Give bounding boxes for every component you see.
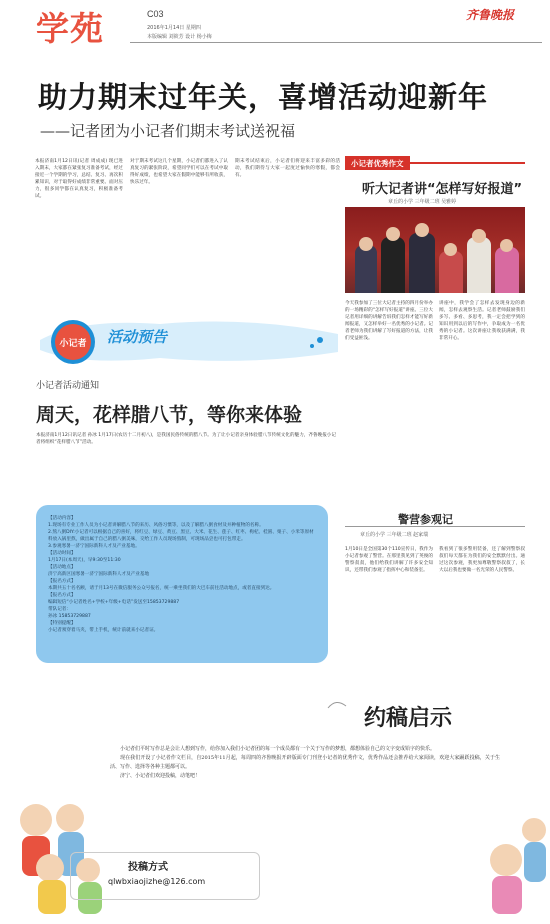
activity-detail-line: 1月17日(本周天)，早9:30至11:30 xyxy=(48,558,121,563)
police-column-2: 我看到了很多警用装备，还了解到警察叔叔们每天都在为我们的安全默默付出。通过这次参观，我更加尊敬警察叔叔了，长大以后我也要做一名光荣的人民警察。 xyxy=(439,547,525,573)
article-column-3: 期末考试结束后，小记者们将迎来丰富多彩的活动，我们期待与大家一起度过愉快的寒假，都会有。 xyxy=(235,159,340,178)
activity-detail-line: 2.熬八粥DIY:小记者可以根据自己的喜好，将红豆、绿豆、黄豆、黑豆、大米、花生、莲子、红枣、枸杞、桂圆、栗子、小米等原材料放入锅里熬，做出属于自己的腊八粥美味，交给工作人员现场熬制，可现场品尝也可打包带走。 xyxy=(48,530,314,542)
activity-banner xyxy=(20,310,338,370)
section-title: 学苑 xyxy=(36,9,104,48)
call-for-submissions-body xyxy=(110,745,500,815)
activity-detail-line: 【特别提醒】 xyxy=(48,621,76,626)
activity-detail-line: 【活动地点】 xyxy=(48,565,76,570)
article-headline: 助力期末过年关，喜增活动迎新年 xyxy=(38,80,489,114)
essay-column-1: 今天我参加了三位大记者主持的四月份举办的一场精彩的“怎样写好报道”讲座。三位大记者用详细的讲解告诉我们怎样才能写好新闻报道，又怎样举好一名优秀的小记者。记者老师为我们讲解了写好报道的方法，让我们受益匪浅。 xyxy=(345,301,433,341)
header-divider xyxy=(130,42,542,43)
essay-section-label: 小记者优秀作文 xyxy=(345,156,410,170)
essay-byline: 章丘的小学 三年级二班 吴雅婷 xyxy=(388,199,457,205)
newspaper-logo: 齐鲁晚报 xyxy=(466,8,515,22)
police-divider xyxy=(345,526,525,527)
activity-detail-line: 本期共五十名名额，请于月13号在微信服务公众号报名，统一乘坐我们的大巴车前往活动地点，或者直接到达。 xyxy=(48,586,275,591)
badge-label: 小记者 xyxy=(59,339,87,349)
essay-title: 听大记者讲“怎样写好报道” xyxy=(362,182,523,197)
article-subheadline: ——记者团为小记者们期末考试送祝福 xyxy=(40,122,296,140)
activity-detail-line: 【活动时间】 xyxy=(48,551,76,556)
activity-intro: 本报济南1月12日讯记者 孙冰 1月17日(农历十二月初八)，是我国民俗传统的腊八节。为了让小记者亲身体验腊八节传统文化的魅力，齐鲁晚报小记者将组织“花样腊八节”活动。 xyxy=(36,433,336,445)
police-essay-title: 警营参观记 xyxy=(398,513,453,526)
essay-column-2: 讲座中，我学会了怎样去发现身边的新闻，怎样去观察生活。记者老师鼓励我们多写、多看、多思考，我一定会把学到的知识用到以后的写作中，争取成为一名优秀的小记者。这次讲座让我收获满满，我非常开心。 xyxy=(439,301,525,341)
issue-date: 2016年1月14日 星期四 xyxy=(147,25,201,31)
call-paragraph-1: 小记者们平时写作总是会让人想到写作，给你加入我们小记者团的每一个成员都有一个关于写作的梦想，都想体验自己的文字变成铅字的快乐。 xyxy=(120,746,436,752)
activity-detail-line: 孙冰 15853729887 xyxy=(48,614,91,619)
activity-banner-title: 活动预告 xyxy=(107,328,168,346)
activity-detail-line: 带队记者： xyxy=(48,607,71,612)
activity-details xyxy=(48,515,316,634)
police-essay-byline: 章丘的小学 三年级二班 赵家瑞 xyxy=(360,532,429,538)
editor-credits: 本版编辑 刘筱芳 设计 杨小梅 xyxy=(147,34,212,40)
call-for-submissions-title: 约稿启示 xyxy=(364,706,453,731)
activity-info-box xyxy=(36,505,328,663)
call-paragraph-3: 济宁、小记者们欢迎投稿，动笔吧！ xyxy=(120,773,201,779)
article-column-1: 本报济南1月12日讯(记者 周成成) 现已进入期末，大家都在紧张复习准备考试，经过接近一个学期的学习，总结、复习、再次积累知识，对于取得好成绩非常重要。面对压力，很多同学都在认真复习，积极准备考试。 xyxy=(35,159,123,199)
activity-detail-line: 【活动内容】 xyxy=(48,516,76,521)
activity-detail-line: 小记者须穿着马夹，带上手机，统计前就来小记者证。 xyxy=(48,628,159,633)
activity-detail-line: 3.参观寒暑一济宁国际新科人才及产业基地。 xyxy=(48,544,140,549)
group-photo xyxy=(345,207,525,293)
activity-detail-line: 济宁高新区国寒暑一济宁国际新科人才及产业基地 xyxy=(48,572,150,577)
page-number: C03 xyxy=(147,9,164,19)
activity-detail-line: 【报名方式】 xyxy=(48,593,76,598)
activity-headline: 周天，花样腊八节，等你来体验 xyxy=(36,404,303,426)
activity-notice-label: 小记者活动通知 xyxy=(36,381,100,391)
contact-email-link[interactable]: qlwbxiaojizhe@126.com xyxy=(108,877,206,886)
activity-detail-line: 【报名方式】 xyxy=(48,579,76,584)
activity-detail-line: 编辑短信“小记者姓名+学校+年级+电话”发送至15853729887 xyxy=(48,600,180,605)
essay-section-tag xyxy=(345,151,525,168)
activity-detail-line: 1.现场有专业工作人员为小记者讲解腊八节的来历、风俗习惯等，以及了解腊八粥食材及并种植物的名称。 xyxy=(48,523,264,528)
call-paragraph-2: 现在我们开设了小记者作文栏目，自2015年11月起，每周四的齐鲁晚报开辟版面专门刊登小记者的优秀作文，优秀作品还会推荐给大家阅读，欢迎大家踊跃投稿，关于生活、写作、选择等各种主题都可以。 xyxy=(110,755,500,770)
contact-label: 投稿方式 xyxy=(128,862,168,873)
article-column-2: 对于期末考试这几个星期，小记者们都进入了认真复习的紧张阶段，希望同学们可以在考试中取得好成绩，也希望大家在假期中能够有所收获，快乐过年。 xyxy=(130,159,228,185)
police-column-1: 1月10日是全国第30个110宣传日，我作为小记者参观了警营。在那里我见到了英俊的警察叔叔，他们给我们讲解了许多安全知识，还带我们参观了指挥中心和装备室。 xyxy=(345,547,433,573)
